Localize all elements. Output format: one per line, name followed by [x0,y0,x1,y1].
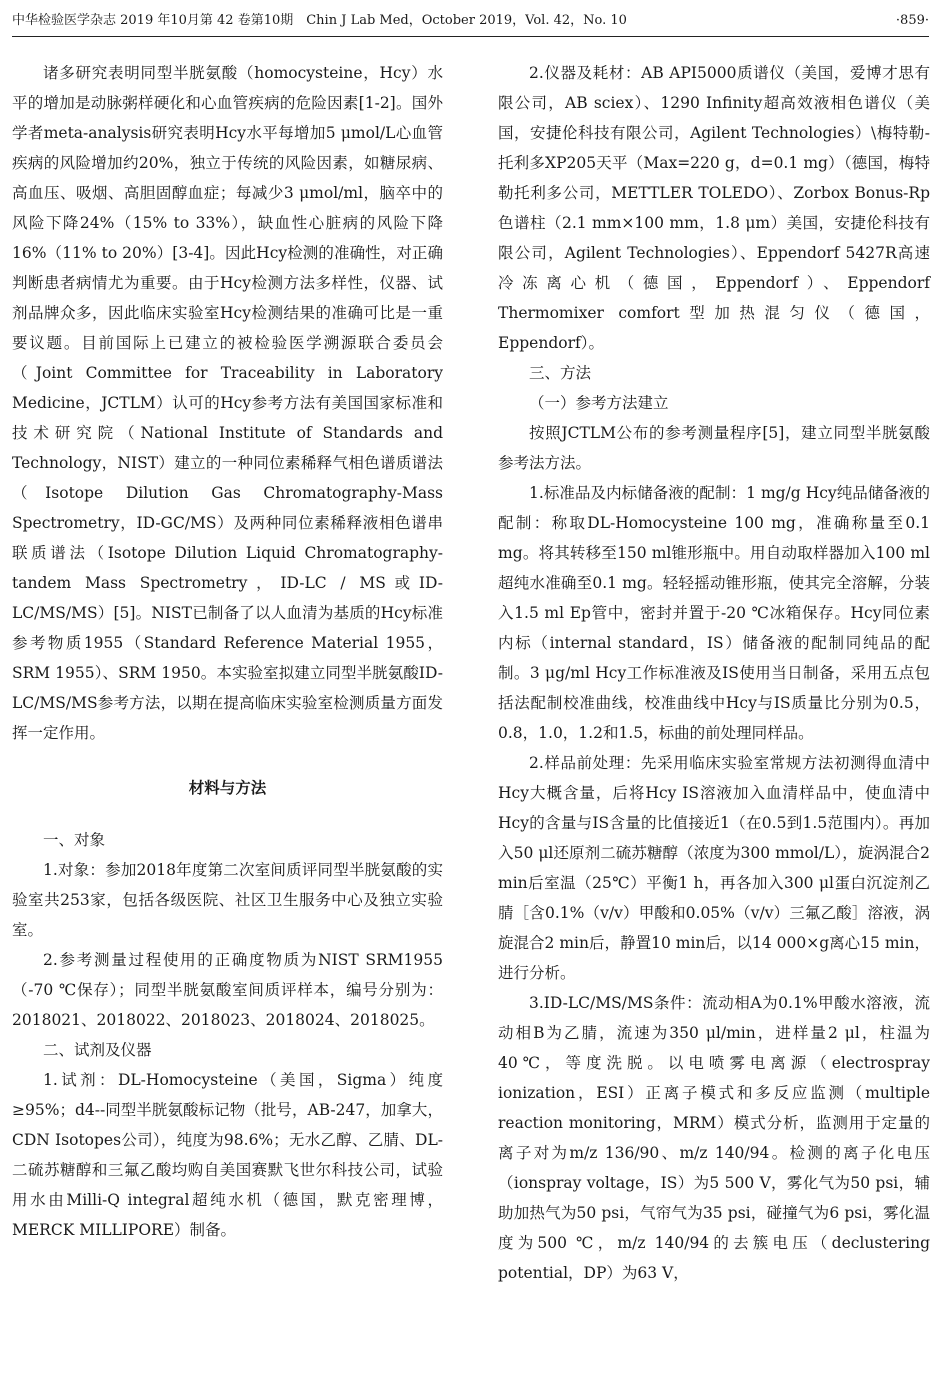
paragraph-standards: 1.标准品及内标储备液的配制：1 mg/g Hcy纯品储备液的配制：称取DL-Homocysteine 100 mg，准确称量至0.1 mg。将其转移至150 ml锥形瓶中。用自动取样器加入100 ml超纯水准确至0.1 mg。轻轻摇动锥形瓶，使其完全溶解，分装入1.5 ml Ep管中，密封并置于-20 ℃冰箱保存。Hcy同位素内标（internal standard，IS）储备液的配制同纯品的配制。3 μg/ml Hcy工作标准液及IS使用当日制备，采用五点包括法配制校准曲线，校准曲线中Hcy与IS质量比分别为0.5，0.8，1.0，1.2和1.5，标曲的前处理同样品。 [498,484,930,742]
journal-citation: 中华检验医学杂志 2019 年10月第 42 卷第10期 Chin J Lab Med，October 2019，Vol. 42，No. 10 [12,13,627,28]
page-number: ·859· [895,13,929,28]
paragraph-lcms-conditions: 3.ID-LC/MS/MS条件：流动相A为0.1%甲酸水溶液，流动相B为乙腈，流速为350 μl/min，进样量2 μl，柱温为40℃，等度洗脱。以电喷雾电离源（electrospray ionization，ESI）正离子模式和多反应监测（multiple reaction monitoring，MRM）模式分析，监测用于定量的离子对为m/z 136/90、m/z 140/94。检测的离子化电压（ionspray voltage，IS）为5 500 V，雾化气为50 psi，辅助加热气为50 psi，气帘气为35 psi，碰撞气为6 psi，雾化温度为500 ℃，m/z 140/94的去簇电压（declustering potential，DP）为63 V， [498,994,930,1282]
running-header [12,10,929,37]
paragraph-reagents: 1.试剂：DL-Homocysteine（美国，Sigma）纯度≥95%；d4--同型半胱氨酸标记物（批号，AB-247，加拿大，CDN Isotopes公司），纯度为98.6%；无水乙醇、乙腈、DL-二硫苏糖醇和三氟乙酸均购自美国赛默飞世尔科技公司，试验用水由Milli-Q integral超纯水机（德国，默克密理博，MERCK MILLIPORE）制备。 [12,1071,443,1239]
right-column [498,58,930,1288]
paragraph-procedure: 按照JCTLM公布的参考测量程序[5]，建立同型半胱氨酸参考法方法。 [498,424,930,472]
subheading-subjects: 一、对象 [43,831,106,849]
intro-paragraph: 诸多研究表明同型半胱氨酸（homocysteine，Hcy）水平的增加是动脉粥样硬化和心血管疾病的危险因素[1-2]。国外学者meta-analysis研究表明Hcy水平每增加5 μmol/L心血管疾病的风险增加约20%，独立于传统的风险因素，如糖尿病、高血压、吸烟、高胆固醇血症；每减少3 μmol/ml，脑卒中的风险下降24%（15% to 33%），缺血性心脏病的风险下降16%（11% to 20%）[3-4]。因此Hcy检测的准确性，对正确判断患者病情尤为重要。由于Hcy检测方法多样性，仪器、试剂品牌众多，因此临床实验室Hcy检测结果的准确可比是一重要议题。目前国际上已建立的被检验医学溯源联合委员会（Joint Committee for Traceability in Laboratory Medicine，JCTLM）认可的Hcy参考方法有美国国家标准和技术研究院（National Institute of Standards and Technology，NIST）建立的一种同位素稀释气相色谱质谱法（Isotope Dilution Gas Chromatography-Mass Spectrometry，ID-GC/MS）及两种同位素稀释液相色谱串联质谱法（Isotope Dilution Liquid Chromatography-tandem Mass Spectrometry，ID-LC / MS或ID-LC/MS/MS）[5]。NIST已制备了以人血清为基质的Hcy标准参考物质1955（Standard Reference Material 1955，SRM 1955）、SRM 1950。本实验室拟建立同型半胱氨酸ID-LC/MS/MS参考方法，以期在提高临床实验室检测质量方面发挥一定作用。 [12,64,443,742]
paragraph-pretreatment: 2.样品前处理：先采用临床实验室常规方法初测得血清中Hcy大概含量，后将Hcy IS溶液加入血清样品中，使血清中Hcy的含量与IS含量的比值接近1（在0.5到1.5范围内）。再加入50 μl还原剂二硫苏糖醇（浓度为300 mmol/L），旋涡混合2 min后室温（25℃）平衡1 h，再各加入300 μl蛋白沉淀剂乙腈［含0.1%（v/v）甲酸和0.05%（v/v）三氟乙酸］溶液，涡旋混合2 min后，静置10 min后，以14 000×g离心15 min，进行分析。 [498,754,930,982]
left-column [12,58,443,1245]
paragraph-subjects: 1.对象：参加2018年度第二次室间质评同型半胱氨酸的实验室共253家，包括各级医院、社区卫生服务中心及独立实验室。 [12,861,443,939]
subheading-reagents: 二、试剂及仪器 [43,1041,152,1059]
paragraph-instruments: 2.仪器及耗材：AB API5000质谱仪（美国，爱博才思有限公司，AB sciex）、1290 Infinity超高效液相色谱仪（美国，安捷伦科技有限公司，Agilent Technologies）\梅特勒-托利多XP205天平（Max=220 g，d=0.1 mg）（德国，梅特勒托利多公司，METTLER TOLEDO）、Zorbox Bonus-Rp色谱柱（2.1 mm×100 mm，1.8 μm）美国，安捷伦科技有限公司，Agilent Technologies）、Eppendorf 5427R高速冷冻离心机（德国，Eppendorf）、Eppendorf Thermomixer comfort型加热混匀仪（德国，Eppendorf）。 [498,64,930,352]
subheading-reference-method: （一）参考方法建立 [529,394,669,412]
section-title: 材料与方法 [188,779,267,797]
subheading-methods: 三、方法 [529,364,592,382]
paragraph-reference-material: 2.参考测量过程使用的正确度物质为NIST SRM1955（-70 ℃保存）；同型半胱氨酸室间质评样本，编号分别为：2018021、2018022、2018023、2018024、2018025。 [12,951,443,1029]
